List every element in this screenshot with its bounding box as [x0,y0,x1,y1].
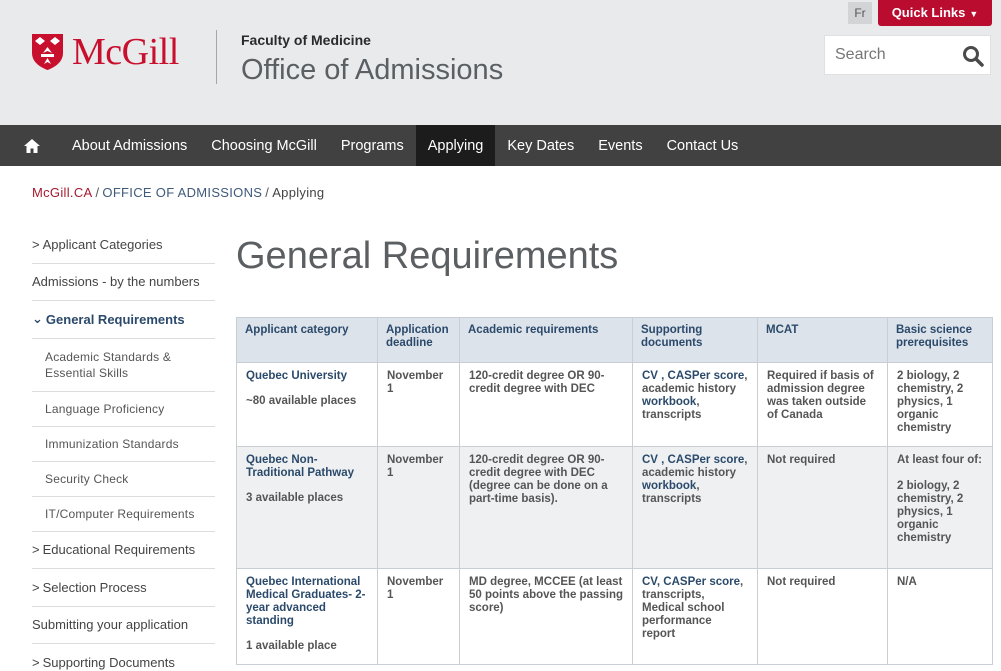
faculty-name[interactable]: Faculty of Medicine [241,32,371,48]
sidebar-item-submitting-application[interactable] [32,607,215,645]
docs-text: , academic history [642,454,748,479]
table-cell: 2 biology, 2 chemistry, 2 physics, 1 organic chemistry [888,363,993,447]
caret-down-icon: ▼ [969,9,979,19]
sidebar-item-educational-requirements[interactable] [32,532,215,570]
sidebar-item-label: Supporting Documents [42,654,175,670]
breadcrumb-current: Applying [272,185,325,200]
requirements-table [236,317,993,665]
sidebar-item-label: Applicant Categories [42,236,163,252]
table-cell: November 1 [378,569,460,665]
sidebar-item-admissions-numbers[interactable] [32,264,215,302]
column-header: Academic requirements [460,318,633,363]
table-cell: 120-credit degree OR 90-credit degree with DEC (degree can be done on a part-time basis). [460,447,633,569]
spacer [897,467,983,480]
quick-links-button[interactable] [878,0,992,26]
sidebar-item-applicant-categories[interactable] [32,226,215,264]
table-cell: Not required [758,447,888,569]
cv-casper-link[interactable]: CV , CASPer score [642,370,745,382]
category-name: Quebec University [246,370,347,382]
available-places: 3 available places [246,492,344,504]
table-cell: Not required [758,569,888,665]
quick-links-label: Quick Links [891,5,966,20]
table-row [237,569,993,665]
table-cell [237,363,378,447]
sidebar-item-label: Admissions - by the numbers [32,274,200,290]
nav-contact-us[interactable]: Contact Us [666,137,739,154]
sidebar-item-label: Selection Process [42,579,147,595]
cv-casper-link[interactable]: CV, CASPer score [642,576,741,588]
table-header-row [237,318,993,363]
home-icon [24,139,40,153]
header-divider [216,30,217,84]
docs-text: , transcripts [642,396,702,421]
column-header: Basic science prerequisites [888,318,993,363]
docs-text: , academic history [642,370,748,395]
table-cell: November 1 [378,447,460,569]
sidebar-subitem-it-requirements[interactable]: IT/Computer Requirements [32,497,215,532]
page-title: General Requirements [236,235,619,277]
cv-casper-link[interactable]: CV , CASPer score [642,454,745,466]
breadcrumb-separator: / [265,185,270,200]
site-header [0,0,1001,125]
mcgill-crest-icon [31,33,64,71]
search-icon[interactable] [962,45,984,67]
office-name[interactable]: Office of Admissions [241,54,504,86]
table-cell: Required if basis of admission degree was taken outside of Canada [758,363,888,447]
sidebar-item-label: Educational Requirements [42,542,196,558]
sidebar-item-selection-process[interactable] [32,569,215,607]
table-cell [237,447,378,569]
chevron-right-icon: > [32,654,40,670]
search-input[interactable] [835,46,955,64]
workbook-link[interactable]: workbook [642,480,697,492]
sidebar-subitem-immunization-standards[interactable]: Immunization Standards [32,427,215,462]
sidebar-subitem-academic-standards[interactable]: Academic Standards & Essential Skills [32,339,215,392]
nav-choosing-mcgill[interactable]: Choosing McGill [211,137,317,154]
chevron-down-icon: ⌄ [32,311,43,327]
column-header: Application deadline [378,318,460,363]
french-language-button[interactable]: Fr [848,2,872,24]
table-cell: MD degree, MCCEE (at least 50 points above the passing score) [460,569,633,665]
category-name: Quebec International Medical Graduates- 2-year advanced standing [246,576,366,627]
chevron-right-icon: > [32,236,40,252]
chevron-right-icon: > [32,542,40,558]
table-cell [633,363,758,447]
available-places: 1 available place [246,640,337,652]
chevron-right-icon: > [32,579,40,595]
breadcrumb [32,185,324,200]
table-cell [633,447,758,569]
main-navigation [0,125,1001,166]
nav-about-admissions[interactable]: About Admissions [72,137,188,154]
sidebar-item-supporting-documents[interactable] [32,644,215,671]
sidebar-item-label: Submitting your application [32,617,189,633]
nav-applying[interactable]: Applying [416,125,496,166]
search-box[interactable] [824,35,991,75]
breadcrumb-home-link[interactable]: McGill.CA [32,185,93,200]
nav-home-button[interactable] [0,125,60,166]
mcgill-logo[interactable] [31,33,179,71]
workbook-link[interactable]: workbook [642,396,697,408]
column-header: MCAT [758,318,888,363]
sidebar-subitem-language-proficiency[interactable]: Language Proficiency [32,392,215,427]
breadcrumb-section-link[interactable]: OFFICE OF ADMISSIONS [102,185,263,200]
nav-programs[interactable]: Programs [340,137,404,154]
prereq-list: 2 biology, 2 chemistry, 2 physics, 1 organic chemistry [897,480,964,544]
breadcrumb-separator: / [95,185,100,200]
logo-wordmark: McGill [72,31,179,73]
table-cell [888,447,993,569]
nav-key-dates[interactable]: Key Dates [507,137,575,154]
table-cell [237,569,378,665]
prereq-intro: At least four of: [897,454,982,466]
sidebar-item-general-requirements[interactable] [32,301,215,339]
sidebar-item-label: General Requirements [45,311,185,327]
table-cell: 120-credit degree OR 90-credit degree with DEC [460,363,633,447]
table-row [237,363,993,447]
table-cell [633,569,758,665]
column-header: Applicant category [237,318,378,363]
nav-events[interactable]: Events [598,137,643,154]
column-header: Supporting documents [633,318,758,363]
table-row [237,447,993,569]
category-name: Quebec Non-Traditional Pathway [246,454,354,479]
available-places: ~80 available places [246,395,357,407]
sidebar-menu [32,226,215,671]
docs-text: , transcripts [642,480,702,505]
sidebar-subitem-security-check[interactable]: Security Check [32,462,215,497]
docs-text: , transcripts, Medical school performance report [642,576,744,640]
table-cell: N/A [888,569,993,665]
table-cell: November 1 [378,363,460,447]
